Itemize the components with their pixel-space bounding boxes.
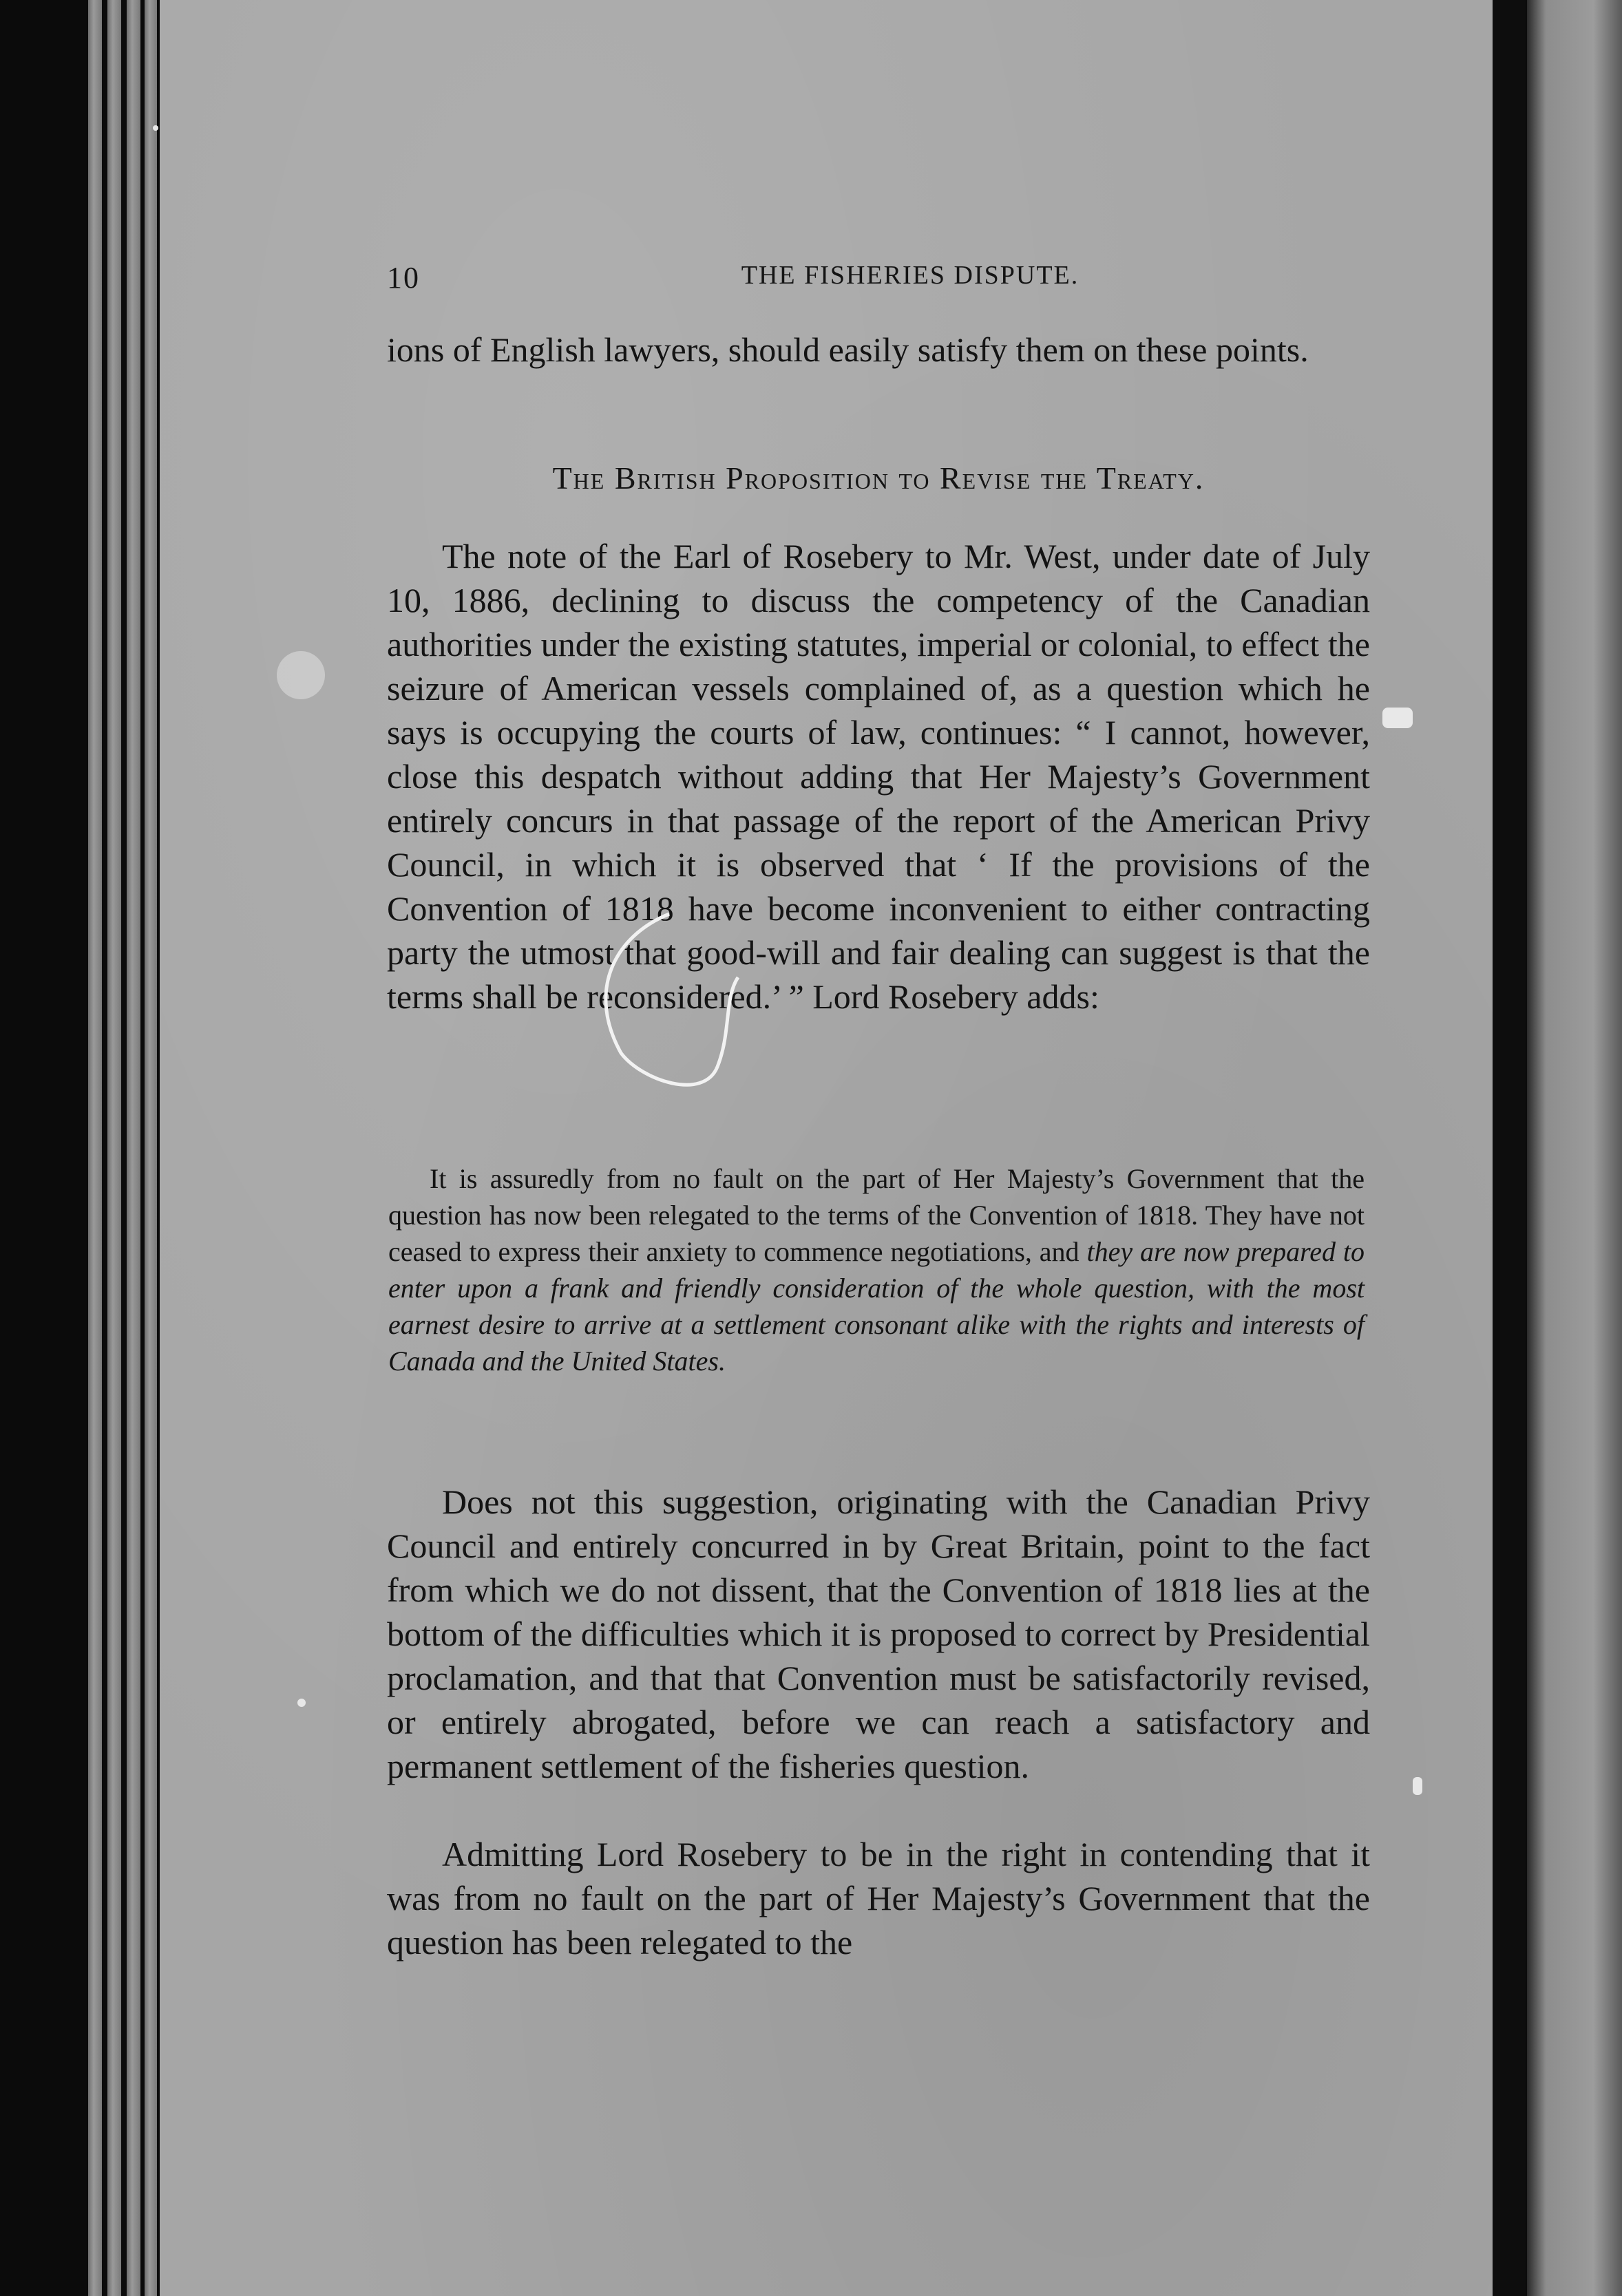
page-number: 10 [387, 261, 420, 295]
page-edge [107, 0, 121, 2296]
section-heading: The British Proposition to Revise the Treaty. [552, 460, 1205, 496]
paragraph-2 [387, 1480, 1370, 1788]
page-header [387, 260, 1433, 308]
quote-italic: they are now prepared to enter upon a frank and friendly consideration of the whole question, with the most earnest desire to arrive at a settlement consonant alike with the rights and interests of Canada and the United States. [388, 1236, 1365, 1376]
page-edge [88, 0, 102, 2296]
quote-text [388, 1160, 1365, 1379]
quote-plain: It is assuredly from no fault on the part of Her Majesty’s Government that the question has now been relegated to the terms of the Convention of 1818. They have not ceased to express their anxiety to commence negotiations, and [388, 1163, 1365, 1267]
opening-paragraph [387, 328, 1370, 372]
opening-text: ions of English lawyers, should easily satisfy them on these points. [387, 330, 1309, 369]
paragraph-2-text: Does not this suggestion, originating with the Canadian Privy Council and entirely concurred in by Great Britain, point to the fact from which we do not dissent, that the Convention of 1818 lies at the bottom of the difficulties which it is proposed to correct by Presidential proclamation, and that that Convention must be satisfactorily revised, or entirely abrogated, before we can reach a satisfactory and permanent settlement of the fisheries question. [387, 1482, 1370, 1785]
paragraph-3-text: Admitting Lord Rosebery to be in the right in contending that it was from no fault on the part of Her Majesty’s Government that the question has been relegated to the [387, 1835, 1370, 1962]
dust-speck [153, 125, 158, 131]
book-page [160, 0, 1493, 2296]
dust-speck [277, 651, 325, 699]
running-title: THE FISHERIES DISPUTE. [741, 261, 1079, 290]
scan-scratch [573, 895, 752, 1101]
block-quote [388, 1160, 1365, 1379]
paragraph-1 [387, 534, 1370, 1019]
dust-speck [297, 1699, 306, 1707]
page-edge [127, 0, 140, 2296]
dust-speck [1413, 1777, 1422, 1795]
dust-speck [1382, 708, 1413, 728]
page-gutter [1493, 0, 1526, 2296]
page-edge [145, 0, 157, 2296]
paragraph-3 [387, 1832, 1370, 1964]
paragraph-1-text: The note of the Earl of Rosebery to Mr. West, under date of July 10, 1886, declining to discuss the competency of the Canadian authorities under the existing statutes, imperial or colonial, to effect the seizure of American vessels complained of, as a question which he says is occupying the courts of law, continues: “ I cannot, however, close this despatch without adding that Her Majesty’s Government entirely concurs in that passage of the report of the American Privy Council, in which it is observed that ‘ If the provisions of the Convention of 1818 have become inconvenient to either contracting party the utmost that good-will and fair dealing can suggest is that the terms shall be reconsidered.’ ” Lord Rosebery adds: [387, 537, 1370, 1016]
adjacent-page-edge [1527, 0, 1622, 2296]
